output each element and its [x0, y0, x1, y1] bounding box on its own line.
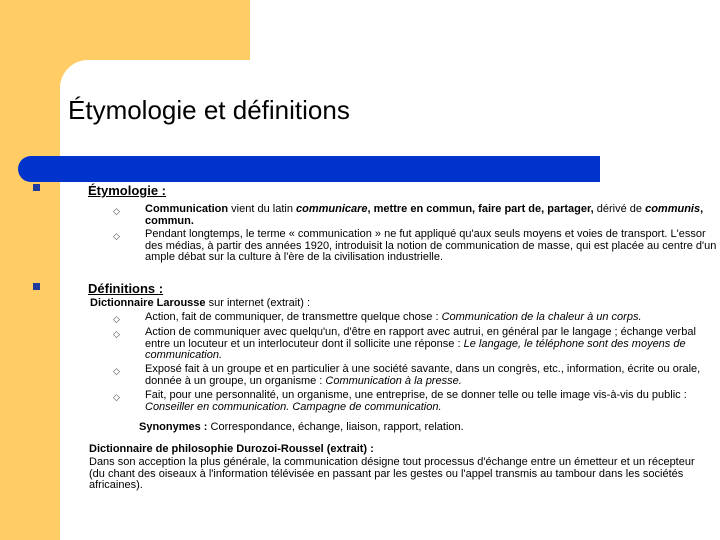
diamond-outline-icon: ◇: [113, 392, 120, 402]
text-run: Fait, pour une personnalité, un organisme, une entreprise, de se donner telle ou telle image vis-à-vis du public :: [145, 389, 687, 401]
text-run: Pendant longtemps, le terme « communication » ne fut appliqué qu'aux seuls moyens et voies de transport. L'essor des médias, à partir des années 1920, introduisit la notion de communication de masse, qui est placée au centre d'un ample débat sur la culture à l'ère de la civilisation industrielle.: [145, 228, 717, 263]
diamond-outline-icon: ◇: [113, 329, 120, 339]
larousse-suffix: sur internet (extrait) :: [205, 297, 311, 309]
blue-title-bar: [18, 156, 600, 182]
larousse-intro: [90, 298, 690, 310]
diamond-outline-icon: ◇: [113, 206, 120, 216]
etymologie-item-2: [145, 229, 717, 264]
definitions-heading: Définitions :: [88, 281, 164, 296]
definition-item-4: [145, 390, 705, 413]
diamond-outline-icon: ◇: [113, 366, 120, 376]
definition-item-3: [145, 364, 705, 387]
text-run: Communication: [145, 203, 229, 215]
philo-title-text: Dictionnaire de philosophie Durozoi-Roussel (extrait) :: [89, 443, 374, 455]
text-run: , commun.: [145, 203, 704, 227]
text-run: Action, fait de communiquer, de transmettre quelque chose :: [145, 311, 442, 323]
synonymes-label: Synonymes :: [139, 421, 208, 433]
text-run: Exposé fait à un groupe et en particulier à une société savante, dans un congrès, etc., information, écrite ou orale, donnée à un groupe, un organisme :: [145, 363, 701, 387]
text-run: Action de communiquer avec quelqu'un, d'être en rapport avec autrui, en général par le langage ; échange verbal entre un locuteur et un interlocuteur dont il sollicite une réponse :: [145, 326, 696, 350]
text-run: Communication de la chaleur à un corps.: [441, 311, 642, 323]
synonymes-line: [139, 422, 699, 434]
etymologie-item-1: [145, 204, 715, 227]
etymologie-heading: Étymologie :: [88, 183, 167, 198]
text-run: communis: [645, 203, 701, 215]
philo-title: [89, 444, 699, 456]
synonymes-text: Correspondance, échange, liaison, rapport, relation.: [207, 421, 464, 433]
text-run: Conseiller en communication. Campagne de communication.: [145, 400, 442, 413]
text-run: dérivé de: [593, 203, 646, 215]
text-run: vient du latin: [228, 203, 296, 215]
text-run: Communication à la presse.: [325, 374, 462, 387]
slide-title: Étymologie et définitions: [68, 95, 350, 125]
text-run: , mettre en commun, faire part de, partager,: [367, 203, 594, 215]
diamond-outline-icon: ◇: [113, 314, 120, 324]
definition-item-2: [145, 327, 715, 362]
square-bullet-icon: [33, 283, 40, 290]
text-run: communicare: [296, 203, 368, 215]
philo-text: Dans son acception la plus générale, la communication désigne tout processus d'échange entre un émetteur et un récepteur (du chant des oiseaux à l'information télévisée en passant par les gestes ou l'appel transmis au tambour dans les sociétés africaines).: [89, 456, 695, 491]
definition-item-1: [145, 312, 715, 324]
square-bullet-icon: [33, 184, 40, 191]
larousse-title: Dictionnaire Larousse: [90, 297, 206, 309]
text-run: Le langage, le téléphone sont des moyens de communication.: [145, 337, 686, 361]
yellow-left-strip: [0, 0, 60, 540]
diamond-outline-icon: ◇: [113, 231, 120, 241]
